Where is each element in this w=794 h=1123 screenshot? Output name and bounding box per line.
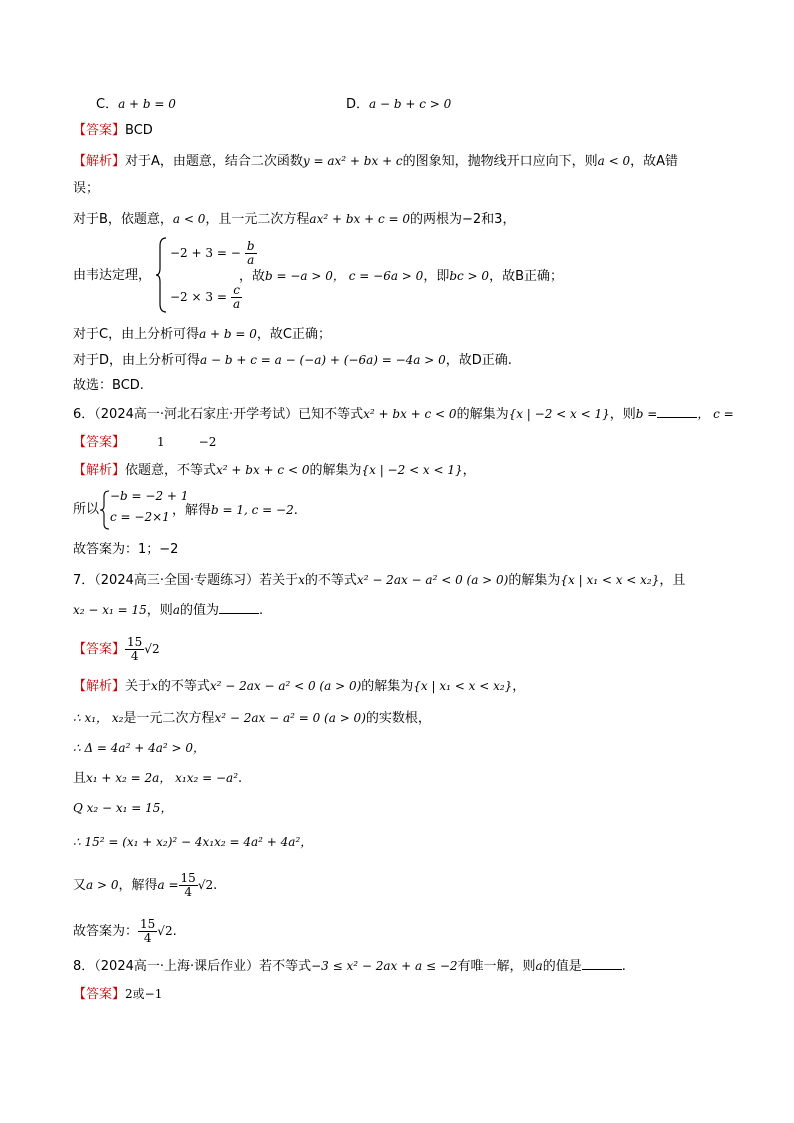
math: y = ax² + bx + c — [302, 154, 403, 168]
answer-blank — [582, 957, 622, 970]
text: 的不等式 — [157, 679, 210, 694]
q7-analysis-4 — [73, 768, 242, 789]
text: 的实数根， — [365, 711, 431, 726]
answer-value: BCD — [125, 123, 153, 138]
math: x² + bx + c < 0 — [216, 463, 310, 477]
fraction — [125, 636, 144, 663]
brace-icon — [156, 236, 168, 314]
numerator: b — [246, 239, 255, 253]
option-d — [346, 94, 451, 115]
math: b = −a > 0 — [265, 269, 333, 283]
q6-final — [73, 540, 178, 560]
fraction — [138, 918, 157, 945]
numerator: c — [231, 284, 242, 298]
text: 的解集为 — [508, 573, 561, 588]
math: ax² + bx + c = 0 — [309, 212, 411, 226]
text: 由韦达定理， — [73, 268, 152, 283]
math: b = — [635, 407, 658, 421]
math: x₂ − x₁ = 15 — [73, 603, 147, 617]
text: 的解集为 — [309, 463, 362, 478]
text: 故答案为：1；−2 — [73, 542, 179, 557]
q5-answer — [73, 121, 153, 141]
math: x₁ + x₂ = 2a， x₁x₂ = −a² — [86, 771, 239, 785]
answer-value: 1 — [157, 435, 165, 449]
q5-analysis-a2 — [73, 179, 99, 199]
text: 7．（2024高三·全国·专题练习）若关于 — [73, 573, 299, 588]
math: {x | −2 < x < 1} — [361, 463, 463, 477]
q7-analysis-3 — [73, 738, 205, 759]
text: 的图象知，抛物线开口应向下，则 — [402, 154, 598, 169]
q6-sys-post — [172, 500, 298, 521]
text: ，即 — [423, 269, 450, 284]
option-d-label: D． — [346, 97, 370, 112]
math: Q x₂ − x₁ = 15， — [73, 801, 173, 815]
answer-value: 2或−1 — [125, 987, 163, 1001]
q7-analysis-6 — [73, 832, 312, 853]
math: ∴ x₁， x₂ — [73, 711, 124, 725]
math: ∴ Δ = 4a² + 4a² > 0， — [73, 741, 206, 755]
analysis-tag: 【解析】 — [73, 463, 126, 478]
vieta-eq1 — [170, 240, 257, 267]
math: ， c = — [697, 407, 734, 421]
text: . — [172, 924, 177, 939]
text: ， — [512, 679, 526, 694]
text: 6．（2024高一·河北石家庄·开学考试）已知不等式 — [73, 407, 364, 422]
q7-final — [73, 918, 177, 945]
text: ，则 — [146, 603, 173, 618]
text: ，故D正确. — [445, 353, 512, 368]
answer-tag: 【答案】 — [73, 435, 126, 450]
q5-analysis-b — [73, 209, 515, 230]
math: a — [172, 603, 180, 617]
text: 又 — [73, 878, 87, 893]
math: a < 0 — [597, 154, 631, 168]
option-d-expr: a − b + c > 0 — [369, 97, 452, 111]
q5-choose — [73, 376, 144, 396]
math: {x | x₁ < x < x₂} — [560, 573, 660, 587]
math: √2 — [144, 642, 160, 656]
option-c-expr: a + b = 0 — [118, 97, 176, 111]
math: {x | −2 < x < 1} — [508, 407, 610, 421]
text: ，故A错 — [630, 154, 679, 169]
math: x² + bx + c < 0 — [363, 407, 457, 421]
denominator: a — [247, 253, 255, 267]
math: a + b = 0 — [199, 327, 257, 341]
text: ， — [462, 463, 476, 478]
text: 对于D，由上分析可得 — [73, 353, 201, 368]
text: . — [213, 878, 218, 893]
math: −b = −2 + 1 — [110, 489, 189, 503]
q6-analysis — [73, 460, 476, 481]
math: {x | x₁ < x < x₂} — [413, 679, 513, 693]
text: 的解集为 — [456, 407, 509, 422]
text: ，则 — [609, 407, 636, 422]
text: . — [238, 771, 243, 786]
q5-analysis-a — [73, 151, 678, 172]
q7-answer — [73, 636, 160, 663]
answer-tag: 【答案】 — [73, 123, 126, 138]
fraction — [179, 872, 198, 899]
text: ，且一元二次方程 — [205, 212, 310, 227]
math: −3 ≤ x² − 2ax + a ≤ −2 — [311, 959, 458, 973]
math: c = −2×1 — [110, 510, 170, 524]
text: ，解得 — [118, 878, 158, 893]
denominator: 4 — [130, 649, 139, 663]
text: 有唯一解，则 — [457, 959, 536, 974]
option-c — [96, 94, 176, 115]
text: . — [258, 603, 264, 618]
math: x² − 2ax − a² = 0 (a > 0) — [214, 711, 366, 725]
answer-tag: 【答案】 — [73, 987, 126, 1002]
q7-stem2 — [73, 600, 263, 621]
vieta-eq2 — [170, 284, 242, 311]
q5-analysis-c — [73, 324, 331, 345]
math: √2 — [197, 878, 214, 892]
text: ，故B正确； — [489, 269, 563, 284]
math: a > 0 — [86, 878, 119, 892]
analysis-tag: 【解析】 — [73, 154, 126, 169]
denominator: 4 — [143, 931, 152, 945]
math: ∴ 15² = (x₁ + x₂)² − 4x₁x₂ = 4a² + 4a²， — [73, 835, 313, 849]
q7-analysis-1 — [73, 676, 525, 697]
math: x — [151, 679, 158, 693]
math: a − b + c = a − (−a) + (−6a) = −4a > 0 — [200, 353, 446, 367]
numerator: 15 — [180, 871, 196, 885]
text: 对于B，依题意， — [73, 212, 173, 227]
text: 关于 — [125, 679, 152, 694]
text: 故选：BCD. — [73, 378, 144, 393]
q5-analysis-d — [73, 350, 512, 371]
q8-answer — [73, 984, 162, 1005]
text: 的两根为−2和3， — [410, 212, 516, 227]
math: ， c = −6a > 0 — [332, 269, 424, 283]
text: 的值是 — [542, 959, 582, 974]
q7-analysis-5 — [73, 798, 172, 819]
text: 的值为 — [179, 603, 219, 618]
answer-blank — [657, 405, 697, 418]
math: a = — [157, 878, 179, 892]
q6-sys-pre — [73, 500, 99, 520]
text: . — [293, 503, 298, 518]
answer-tag: 【答案】 — [73, 642, 126, 657]
answer-value: −2 — [198, 435, 217, 449]
math: −2 × 3 = — [170, 290, 227, 304]
q7-analysis-7 — [73, 872, 217, 899]
q8-stem — [73, 956, 626, 977]
q6-sys-eq2 — [110, 510, 170, 525]
math: x — [298, 573, 305, 587]
text: 依题意，不等式 — [125, 463, 217, 478]
text: 8．（2024高一·上海·课后作业）若不等式 — [73, 959, 312, 974]
math: b = 1, c = −2 — [211, 503, 294, 517]
math: x² − 2ax − a² < 0 (a > 0) — [356, 573, 509, 587]
denominator: a — [233, 297, 241, 311]
text: 所以 — [73, 502, 100, 517]
math: a < 0 — [172, 212, 206, 226]
math: x² − 2ax − a² < 0 (a > 0) — [209, 679, 362, 693]
math: a — [535, 959, 543, 973]
text: 且 — [73, 771, 87, 786]
q5-vieta-post — [239, 266, 563, 287]
text: 的解集为 — [361, 679, 414, 694]
text: 误； — [73, 181, 100, 196]
answer-blank — [219, 601, 259, 614]
option-c-label: C． — [96, 97, 119, 112]
text: 对于C，由上分析可得 — [73, 327, 200, 342]
fraction — [245, 240, 257, 267]
text: 对于A，由题意，结合二次函数 — [125, 154, 303, 169]
text: ，解得 — [172, 503, 212, 518]
math: bc > 0 — [449, 269, 490, 283]
q5-vieta-pre — [73, 266, 151, 286]
q6-stem — [73, 404, 734, 425]
math: √2 — [157, 924, 173, 938]
analysis-tag: 【解析】 — [73, 679, 126, 694]
numerator: 15 — [127, 635, 143, 649]
q7-analysis-2 — [73, 708, 431, 729]
brace-icon — [100, 490, 110, 530]
text: . — [621, 959, 626, 974]
denominator: 4 — [184, 885, 192, 899]
text: 是一元二次方程 — [123, 711, 215, 726]
text: 故答案为： — [73, 924, 139, 939]
text: ，故C正确； — [256, 327, 331, 342]
text: 的不等式 — [304, 573, 357, 588]
text: ，故 — [239, 269, 266, 284]
math: −2 + 3 = − — [170, 246, 241, 260]
fraction — [231, 284, 242, 311]
q7-stem — [73, 570, 685, 591]
q6-answer — [73, 432, 216, 453]
text: ，且 — [659, 573, 686, 588]
numerator: 15 — [140, 917, 156, 931]
